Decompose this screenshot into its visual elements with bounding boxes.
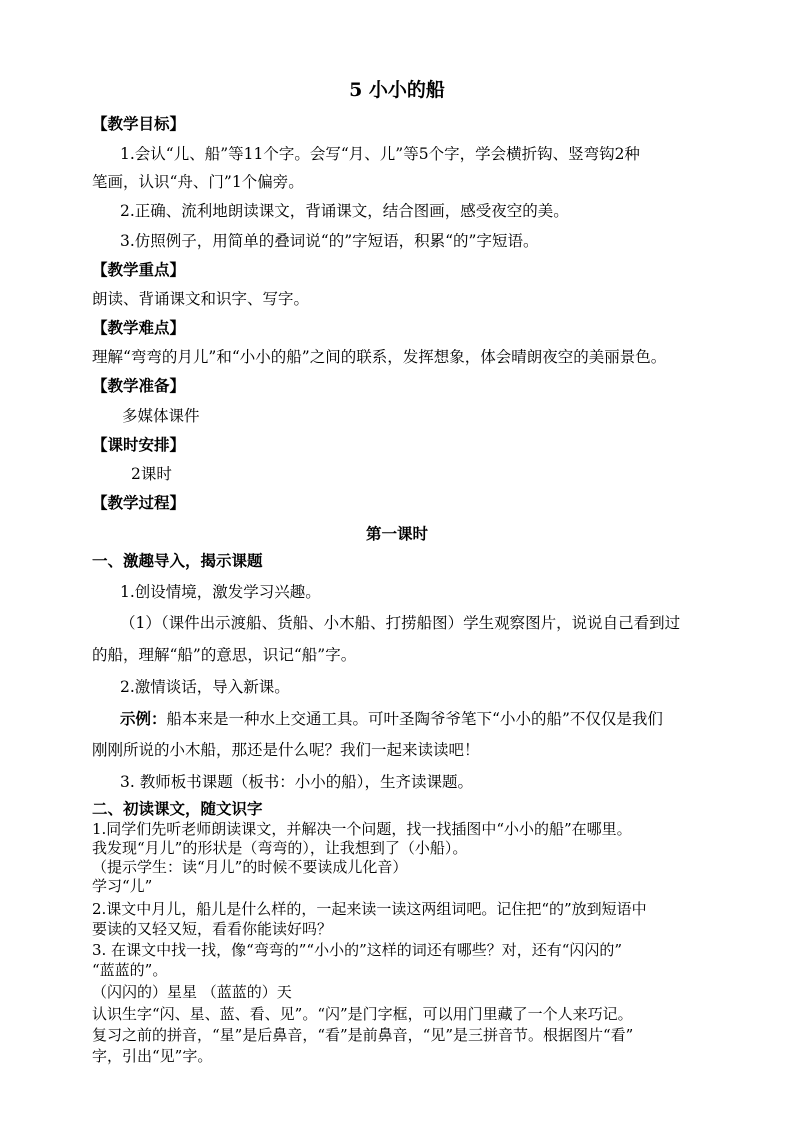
part-2-line-7: 3. 在课文中找一找，像“弯弯的”“小小的”这样的词还有哪些？对，还有“闪闪的”: [92, 941, 623, 959]
part-2-line-4: 学习“儿”: [92, 877, 153, 895]
part-1-heading: 一、激趣导入，揭示课题: [92, 551, 263, 570]
focus-text: 朗读、背诵课文和识字、写字。: [92, 290, 310, 308]
goal-1-line-1: 1.会认“儿、船”等11个字。会写“月、儿”等5个字，学会横折钩、竖弯钩2种: [120, 145, 640, 163]
part-2-line-3: （提示学生：读“月儿”的时候不要读成儿化音）: [92, 858, 408, 876]
example-label: 示例：: [120, 709, 167, 728]
section-heading-prep: 【教学准备】: [92, 376, 186, 395]
prep-text: 多媒体课件: [122, 407, 200, 425]
part-2-line-6: 要读的又轻又短，看看你能读好吗？: [92, 920, 333, 938]
part-1-example-line-2: 刚刚所说的小木船，那还是什么呢？我们一起来读读吧！: [92, 741, 480, 759]
part-2-heading: 二、初读课文，随文识字: [92, 799, 263, 818]
part-1-step-1a-line-1: （1）（课件出示渡船、货船、小木船、打捞船图）学生观察图片，说说自己看到过: [120, 614, 681, 632]
part-2-line-8: “蓝蓝的”。: [92, 961, 168, 979]
difficulty-text: 理解“弯弯的月儿”和“小小的船”之间的联系，发挥想象，体会晴朗夜空的美丽景色。: [92, 348, 667, 366]
section-heading-process: 【教学过程】: [92, 493, 186, 512]
section-heading-focus: 【教学重点】: [92, 260, 186, 279]
part-2-line-10: 认识生字“闪、星、蓝、看、见”。“闪”是门字框，可以用门里藏了一个人来巧记。: [92, 1005, 633, 1023]
page-title: 5 小小的船: [349, 79, 445, 101]
part-2-line-5: 2.课文中月儿，船儿是什么样的，一起来读一读这两组词吧。记住把“的”放到短语中: [92, 900, 647, 918]
goal-3: 3.仿照例子，用简单的叠词说“的”字短语，积累“的”字短语。: [120, 232, 539, 250]
part-1-example-line-1: [120, 709, 663, 729]
section-heading-goals: 【教学目标】: [92, 114, 186, 133]
part-1-step-1a-line-2: 的船，理解“船”的意思，识记“船”字。: [92, 646, 357, 664]
section-heading-schedule: 【课时安排】: [92, 435, 186, 454]
schedule-text: 2课时: [131, 465, 172, 483]
part-2-line-12: 字，引出“见”字。: [92, 1047, 213, 1065]
part-2-line-2: 我发现“月儿”的形状是（弯弯的），让我想到了（小船）。: [92, 839, 468, 857]
goal-2: 2.正确、流利地朗读课文，背诵课文，结合图画，感受夜空的美。: [120, 202, 569, 220]
part-1-step-2: 2.激情谈话，导入新课。: [120, 678, 290, 696]
lesson-1-heading: 第一课时: [365, 524, 428, 543]
part-2-line-11: 复习之前的拼音，“星”是后鼻音，“看”是前鼻音，“见”是三拼音节。根据图片“看”: [92, 1026, 634, 1044]
part-1-step-3: 3. 教师板书课题（板书：小小的船），生齐读课题。: [120, 773, 473, 791]
goal-1-line-2: 笔画，认识“舟、门”1个偏旁。: [92, 173, 304, 191]
example-text: 船本来是一种水上交通工具。可叶圣陶爷爷笔下“小小的船”不仅仅是我们: [166, 710, 663, 728]
part-2-line-1: 1.同学们先听老师朗读课文，并解决一个问题，找一找插图中“小小的船”在哪里。: [92, 820, 632, 838]
section-heading-difficulty: 【教学难点】: [92, 318, 186, 337]
part-2-line-9: （闪闪的）星星 （蓝蓝的）天: [92, 983, 292, 1001]
part-1-step-1: 1.创设情境，激发学习兴趣。: [120, 583, 321, 601]
